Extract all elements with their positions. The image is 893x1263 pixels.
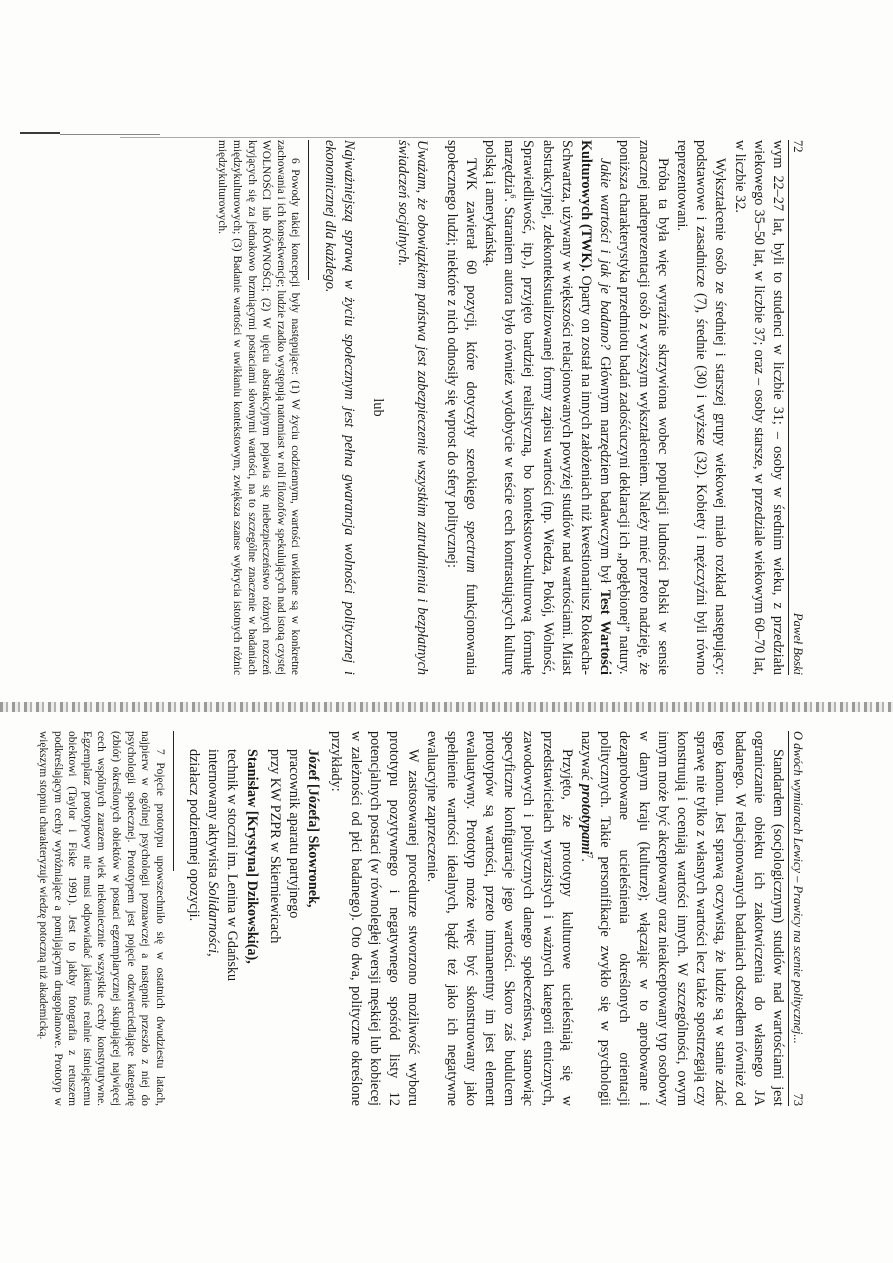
text: Oparty on został na innych założeniach niż kwestionariusz Rokeacha-Schwartza, używany w większości relacjonowanych powyżej studiów nad wartościami. Miast abstrakcyjnej, zdekontekstualizowanej formy zapisu wartości (np. Wiedza, Pokój, Wolność, Sprawiedliwość, itp.), przyjęto bardziej realistyczną, bo kontekstowo-kulturową formułę narzędzia	[501, 140, 594, 675]
italic-term: spectrum	[462, 520, 479, 573]
page-73	[0, 715, 893, 1263]
test-item-quote	[393, 140, 431, 675]
running-head-title: O dwóch wymiarach Lewicy – Prawicy na scenie politycznej...	[791, 731, 805, 1044]
text: internowany aktywista	[205, 749, 222, 882]
paragraph	[576, 731, 787, 1106]
text: wym 22–27 lat, byli to studenci w liczbie 31; – osoby w średnim wieku, z przedziału wiekowego 35–50 lat, w liczbie 37; oraz – osoby starsze, w przedziale wiekowym 60–70 lat, w liczbie 32.	[731, 140, 786, 675]
paragraph	[441, 140, 479, 675]
connector-word: lub	[369, 398, 386, 417]
bold-italic-term: prototypami	[577, 784, 594, 855]
text-column-right	[35, 731, 787, 1106]
running-header-right	[788, 731, 805, 1106]
text: .	[577, 858, 594, 862]
text: . Staraniem autora było również wydobycie w teście cech kontrastujących kulturę polską i amerykańską.	[481, 140, 518, 675]
paragraph	[614, 140, 672, 675]
prototype-detail: technik w stoczni im. Lenina w Gdańsku	[224, 749, 241, 982]
footnote-divider	[173, 731, 174, 871]
paragraph	[672, 140, 730, 675]
paragraph	[326, 731, 422, 1106]
italic-term: Solidarności,	[205, 881, 222, 957]
bold-term: Test Wartości Kulturowych (TWK).	[577, 140, 614, 675]
footnote-ref: 7	[585, 854, 595, 859]
text: Standardem (socjologicznym) studiów nad wartościami jest ograniczanie obiektu ich zakotwiczenia do własnego JA badanego. W relacjonowanych badaniach odszedłem również od tego kanonu. Jest sprawą oczywistą, że ludzie są w stanie zdać sprawę nie tylko z własnych wartości lecz także spostrzegają czy konstruują i oceniają wartości innych. W szczególności, owym innym może być akceptowany oraz nieakceptowany typ osobowy w danym kraju (kulturze); włączając w to aprobowane i dezaprobowane ucieleśnienia określonych orientacji politycznych. Takie personifikacje zwykło się w psychologii nazywać	[577, 731, 786, 1106]
footnote: 6 Powody takiej koncepcji były następujące: (1) W życiu codziennym, wartości uwikłane są w konkretne zachowania i ich konsekwencje; ludzie rzadko występują natomiast w roli filozofów spekulujących nad istotą czystej WOLNOŚCI lub RÓWNOŚCI; (2) W ujęciu abstrakcyjnym pojawia się niebezpieczeństwo różnych rozczeń kryjących się za jednakowo brzmiącymi postaciami słownymi wartości, na to szczególne znaczenie w badaniach międzykulturowych; (3) Badanie wartości w uwikłaniu kontekstowym, zwiększa szanse wykrycia istotnych różnic międzykulturowych.	[216, 140, 302, 675]
text-column-left	[215, 140, 787, 675]
quote-text: Najważniejszą sprawą w życiu społecznym jest pełna gwarancja wolności politycznej i ekonomicznej dla każdego.	[321, 140, 357, 675]
text: Głównym narzędziem badawczym był	[597, 349, 614, 590]
page-number: 72	[791, 140, 805, 153]
prototype-detail: przy KW PZPR w Skierniewicach	[266, 749, 283, 944]
page-number: 73	[791, 1093, 805, 1106]
text: Wykształcenie osób ze średniej i starszej grupy wiekowej miało rozkład następujący: podstawowe i zasadnicze (7), średnie (30) i wyższe (32). Kobiety i mężczyźni byli równo reprezentowani.	[673, 140, 729, 675]
footnote-ref: 6	[508, 194, 518, 199]
text: Próba ta była więc wyraźnie skrzywiona wobec populacji ludności Polski w sensie znacznej nadreprezentacji osób z wyższym wykształceniem. Należy mieć przeto nadzieję, że poniższa charakterystyka przedmiotu badań zadośćuczyni deklaracji ich „pogłębionej” natury.	[616, 140, 671, 675]
running-header-left	[788, 140, 805, 675]
paragraph	[480, 140, 614, 675]
running-head-author: Paweł Boski	[791, 612, 805, 675]
text: TWK zawierał 60 pozycji, które dotyczyły szerokiego	[462, 158, 479, 521]
test-item-quote	[319, 140, 357, 675]
prototype-detail: działacz podziemnej opozycji.	[185, 749, 202, 922]
prototype-detail: pracownik aparatu partyjnego	[285, 749, 302, 919]
footnote: 7 Pojęcie prototypu upowszechniło się w ostatnich dwudziestu latach, najpierw w ogólnej psychologii poznawczej a następnie przeszło z niej do psychologii społecznej. Prototypem jest pojęcie odzwierciedlające kategorię (zbiór) określonych obiektów w postaci egzemplarycznej skupiającej najwięcej cech wspólnych zarazem wiek niekoniecznie wszystkie cechy konstytutywne. Egzemplarz prototypowy nie musi odpowiadać jakiemuś realnie istniejącemu obiektowi (Taylor i Fiske 1991). Jest to jakby fotografia z retuszem podkreślającym cechy wyróżniające a pomijającym drugoplanowe. Prototyp w większym stopniu charakteryzuje wiedzę potoczną niż akademicką.	[36, 731, 166, 1106]
paragraph	[422, 731, 576, 1106]
italic-question: Jakie wartości i jak je badano?	[597, 158, 614, 350]
text: funkcjonowania społecznego ludzi; niektóre z nich odnosiły się wprost do sfery politycznej:	[443, 140, 479, 676]
text: Przyjęto, że prototypy kulturowe ucieleśniają się w przedstawicielach wyrazistych i ważnych kategorii etnicznych, zawodowych i politycznych danego społeczeństwa, stanowiąc specyficzne konfiguracje jego wartości. Skoro zaś budulcem prototypów są wartości, przeto immanentny im jest element ewaluatywny. Prototyp może więc być skonstruowany jako spełnienie wartości idealnych, bądź też jako ich negatywne ewaluacyjne zaprzeczenie.	[424, 731, 575, 1106]
quote-text: Uważam, że obowiązkiem państwa jest zabezpieczenie wszystkim zatrudnienia i bezpłatnych świadczeń socjalnych.	[395, 140, 431, 675]
prototype-name: Stanisław [Krystyna] Dzikowski(a),	[243, 749, 260, 964]
text: W zastosowanej procedurze stworzono możliwość wyboru prototypu pozytywnego i negatywnego spośród listy 12 potencjalnych postaci (w równoległej wersji męskiej lub kobiecej w zależności od płci badanego). Oto dwa, polityczne określone przykłady:	[328, 731, 422, 1106]
paragraph	[729, 140, 787, 675]
prototype-detail	[203, 749, 222, 1106]
prototype-name: Józef [Józefa] Skowronek,	[305, 749, 322, 908]
footnote-divider	[308, 140, 309, 280]
